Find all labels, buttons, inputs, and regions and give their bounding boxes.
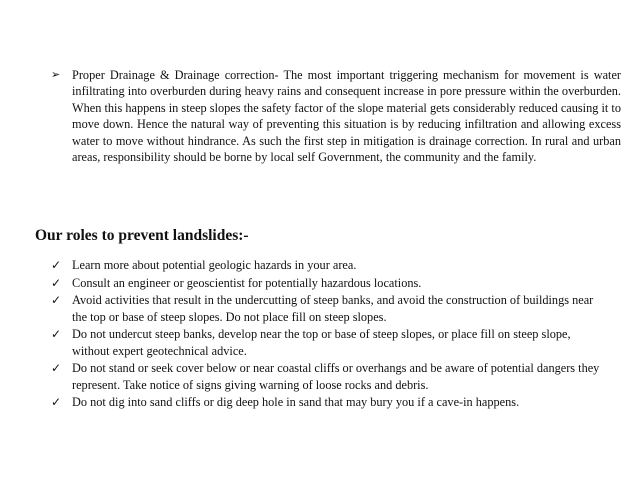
drainage-paragraph: Proper Drainage & Drainage correction- The most important triggering mechanism for movement is water infiltrating into overburden during heavy rains and consequent increase in pore pressure within the overburden. When this happens in steep slopes the safety factor of the slope material gets considerably reduced causing it to move down. Hence the natural way of preventing this situation is by reducing infiltration and allowing excess water to move without hindrance. As such the first step in mitigation is drainage correction. In rural and urban areas, responsibility should be borne by local self Government, the community and the family.: [72, 68, 621, 165]
checkmark-icon: ✓: [51, 395, 62, 410]
list-item: [51, 275, 611, 291]
checkmark-icon: ✓: [51, 275, 62, 290]
list-item: [51, 360, 611, 393]
list-item: [51, 394, 611, 410]
checkmark-icon: ✓: [51, 258, 62, 272]
roles-list: [51, 257, 611, 412]
list-item-text: Do not dig into sand cliffs or dig deep hole in sand that may bury you if a cave-in happens.: [72, 395, 520, 410]
arrowhead-bullet-icon: ➢: [51, 68, 61, 81]
list-item-text: Consult an engineer or geoscientist for potentially hazardous locations.: [72, 275, 422, 290]
roles-heading: Our roles to prevent landslides:-: [35, 227, 249, 244]
list-item: [51, 257, 611, 273]
list-item-text: Do not stand or seek cover below or near coastal cliffs or overhangs and be aware of potential dangers they represent. Take notice of signs giving warning of loose rocks and debris.: [72, 361, 600, 392]
drainage-bullet: [51, 67, 621, 165]
list-item-text: Learn more about potential geologic hazards in your area.: [72, 258, 357, 272]
checkmark-icon: ✓: [51, 293, 62, 308]
list-item-text: Do not undercut steep banks, develop near the top or base of steep slopes, or place fill on steep slope, without expert geotechnical advice.: [72, 327, 571, 358]
checkmark-icon: ✓: [51, 327, 62, 342]
list-item: [51, 292, 611, 325]
list-item-text: Avoid activities that result in the undercutting of steep banks, and avoid the construction of buildings near the top or base of steep slopes. Do not place fill on steep slopes.: [72, 293, 594, 324]
list-item: [51, 326, 611, 359]
checkmark-icon: ✓: [51, 361, 62, 376]
